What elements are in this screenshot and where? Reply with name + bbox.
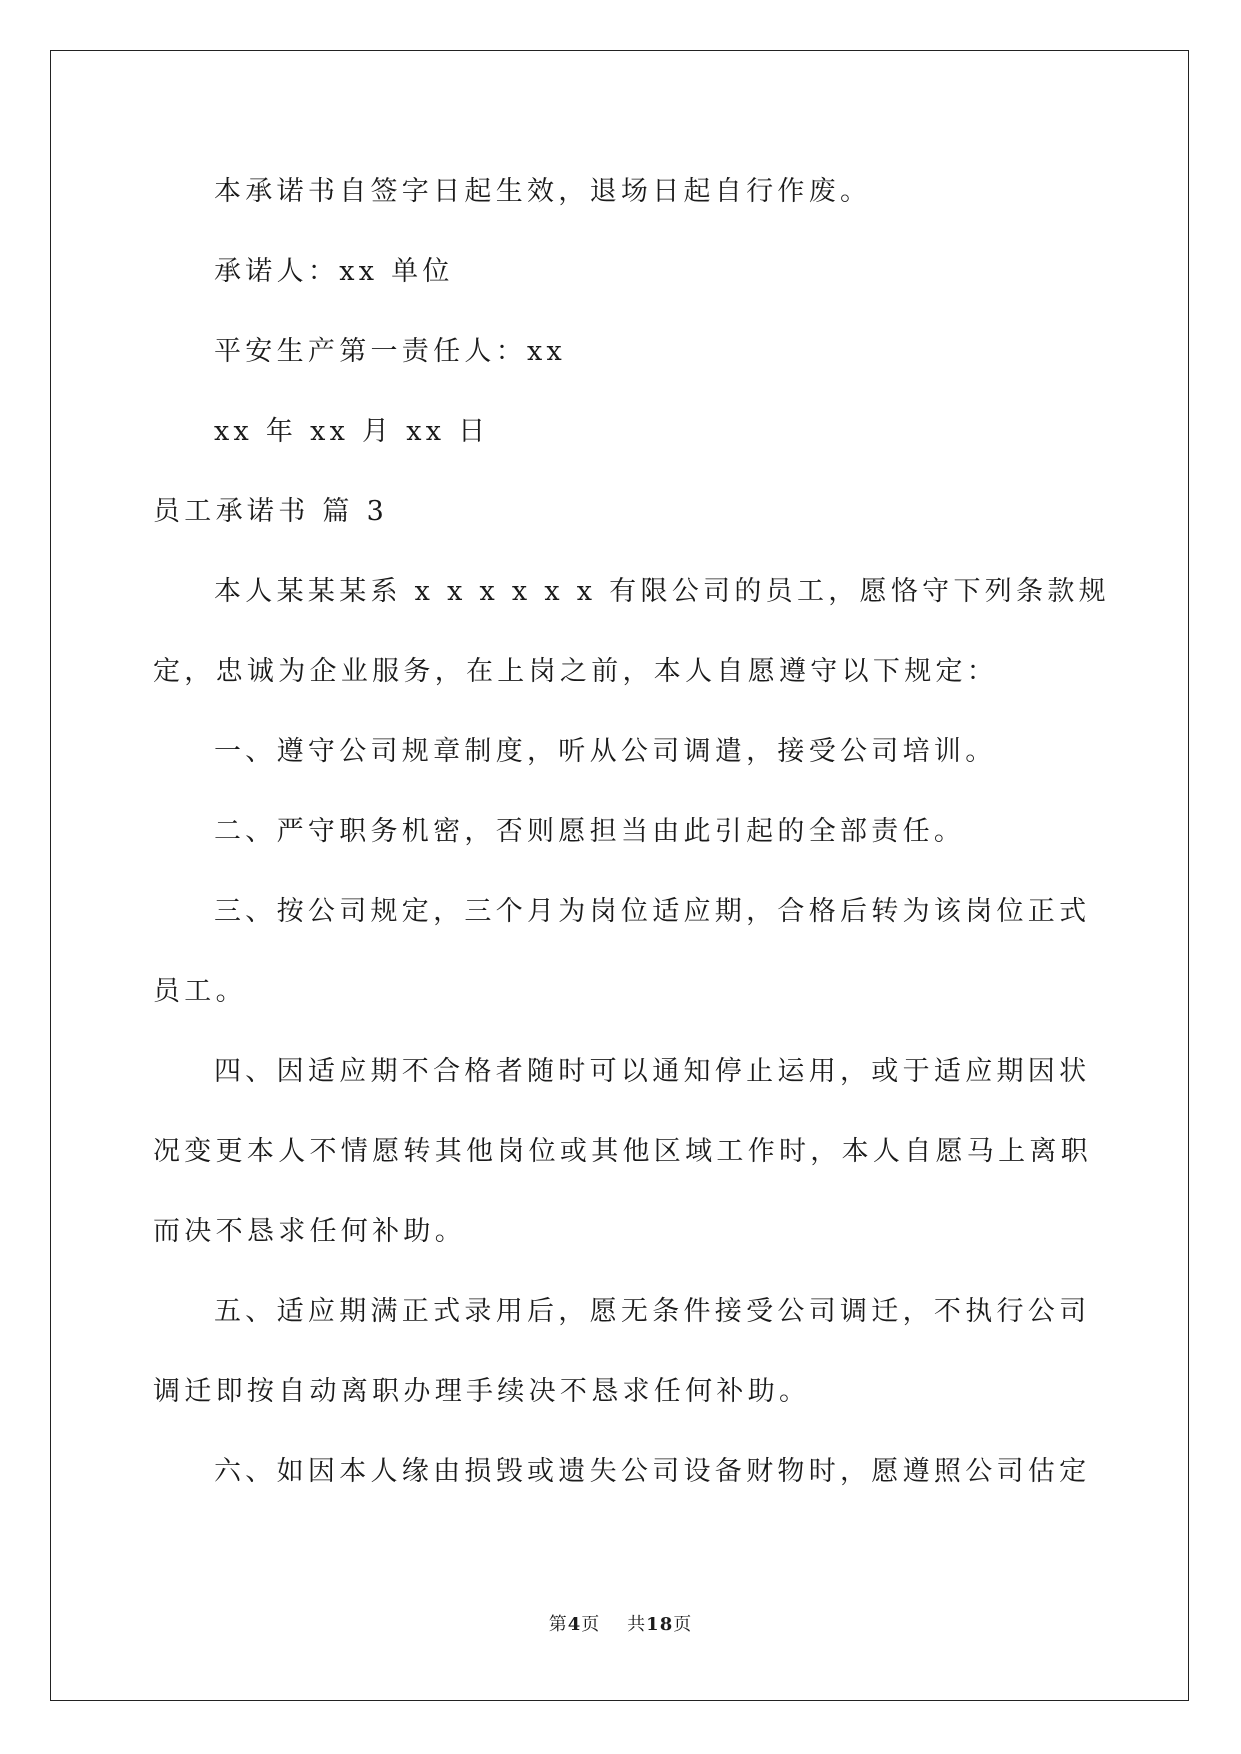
paragraph-line: 况变更本人不情愿转其他岗位或其他区域工作时，本人自愿马上离职 [153,1136,1092,1167]
paragraph-line: 四、因适应期不合格者随时可以通知停止运用，或于适应期因状 [214,1056,1091,1087]
paragraph-line: 三、按公司规定，三个月为岗位适应期，合格后转为该岗位正式 [214,896,1091,927]
paragraph-line: 五、适应期满正式录用后，愿无条件接受公司调迁，不执行公司 [214,1296,1091,1327]
paragraph-line: 而决不恳求任何补助。 [153,1216,466,1247]
paragraph-line: 员工。 [153,976,247,1007]
paragraph-line: 定，忠诚为企业服务，在上岗之前，本人自愿遵守以下规定： [153,656,999,687]
paragraph-line: 六、如因本人缘由损毁或遗失公司设备财物时，愿遵照公司估定 [214,1456,1091,1487]
paragraph-line: 承诺人：xx 单位 [214,256,454,287]
paragraph-line: 二、严守职务机密，否则愿担当由此引起的全部责任。 [214,816,966,847]
page-prefix: 第 [548,1614,568,1635]
paragraph-line: 本承诺书自签字日起生效，退场日起自行作废。 [214,176,872,207]
paragraph-line: 一、遵守公司规章制度，听从公司调遣，接受公司培训。 [214,736,997,767]
page-footer [0,1610,1241,1636]
paragraph-line: 本人某某某系 x x x x x x 有限公司的员工，愿恪守下列条款规 [214,576,1110,607]
total-page-count: 18 [646,1614,674,1635]
section-heading: 员工承诺书 篇 3 [153,496,389,527]
paragraph-line: 平安生产第一责任人：xx [214,336,567,367]
paragraph-line: 调迁即按自动离职办理手续决不恳求任何补助。 [153,1376,811,1407]
page-unit: 页 [581,1614,601,1635]
page-frame [50,50,1189,1701]
paragraph-line: xx 年 xx 月 xx 日 [214,416,490,447]
current-page-number: 4 [567,1614,582,1635]
total-unit: 页 [673,1614,693,1635]
total-prefix: 共 [627,1614,647,1635]
